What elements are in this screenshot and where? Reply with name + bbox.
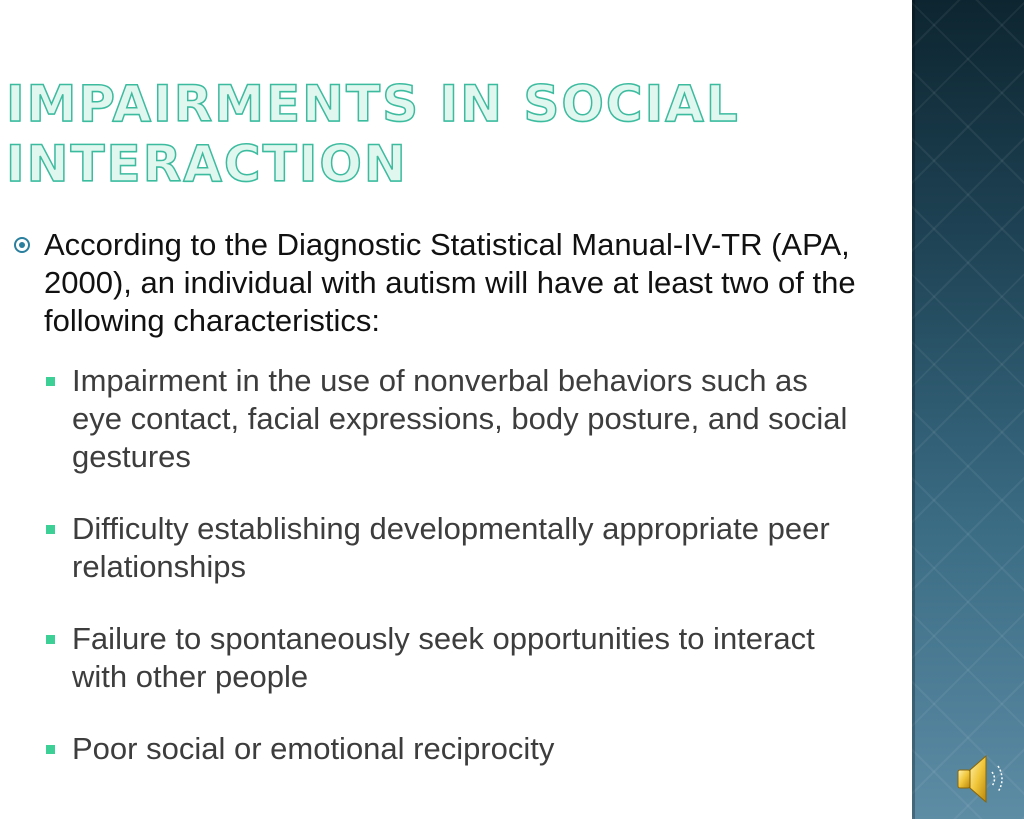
sub-bullet-text: Difficulty establishing developmentally appropriate peer relationships	[72, 511, 830, 584]
square-bullet-icon	[46, 377, 55, 386]
circle-bullet-icon	[14, 237, 30, 253]
sub-bullet-text: Impairment in the use of nonverbal behaviors such as eye contact, facial expressions, body posture, and social gestures	[72, 363, 848, 474]
sub-bullet-3	[46, 620, 862, 696]
square-bullet-icon	[46, 525, 55, 534]
side-decorative-panel	[912, 0, 1024, 819]
slide-content	[14, 226, 894, 802]
sub-bullet-text: Failure to spontaneously seek opportunities to interact with other people	[72, 621, 815, 694]
sub-bullet-2	[46, 510, 862, 586]
square-bullet-icon	[46, 635, 55, 644]
main-bullet	[14, 226, 894, 340]
sub-bullet-1	[46, 362, 862, 476]
sub-bullet-4	[46, 730, 862, 768]
square-bullet-icon	[46, 745, 55, 754]
slide-title: IMPAIRMENTS IN SOCIAL INTERACTION	[6, 75, 740, 193]
main-bullet-text: According to the Diagnostic Statistical Manual-IV-TR (APA, 2000), an individual with autism will have at least two of the following characteristics:	[44, 227, 856, 338]
speaker-icon[interactable]	[952, 748, 1012, 810]
sub-bullet-text: Poor social or emotional reciprocity	[72, 731, 555, 766]
